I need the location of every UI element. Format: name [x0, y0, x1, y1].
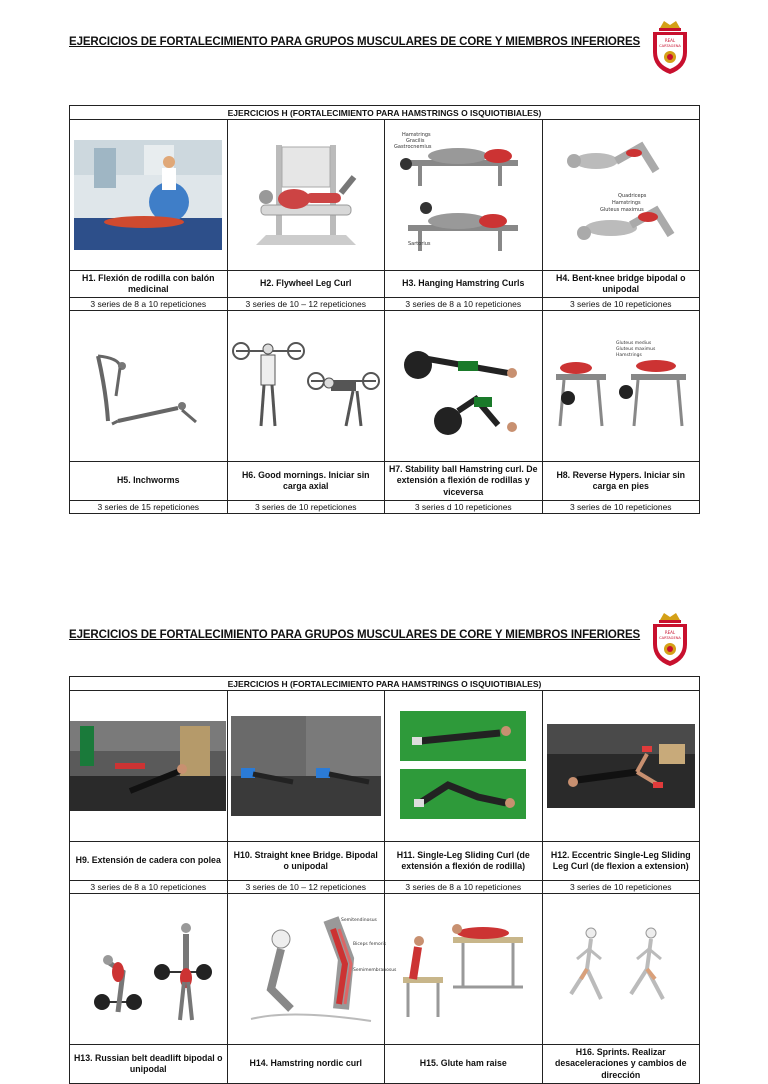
- exercise-table-2: [69, 676, 700, 1084]
- annotation: Quadriceps: [617, 192, 647, 199]
- exercise-image-h5: [70, 311, 228, 462]
- exercise-name: H2. Flywheel Leg Curl: [227, 271, 385, 298]
- exercise-reps: 3 series de 10 – 12 repeticiones: [227, 298, 385, 311]
- table-header: EJERCICIOS H (FORTALECIMIENTO PARA HAMSTRINGS O ISQUIOTIBIALES): [70, 106, 700, 120]
- exercise-image-h3: [385, 120, 543, 271]
- exercise-image-h11: [385, 691, 543, 842]
- annotation: Sartorius: [408, 241, 431, 247]
- document-title: EJERCICIOS DE FORTALECIMIENTO PARA GRUPOS MUSCULARES DE CORE Y MIEMBROS INFERIORES: [69, 629, 641, 641]
- exercise-name: H14. Hamstring nordic curl: [227, 1045, 385, 1084]
- exercise-image-h1: [70, 120, 228, 271]
- exercise-name: H8. Reverse Hypers. Iniciar sin carga en pies: [542, 462, 700, 501]
- exercise-image-h13: [70, 894, 228, 1045]
- exercise-reps: 3 series de 10 repeticiones: [542, 501, 700, 514]
- exercise-name: H6. Good mornings. Iniciar sin carga axial: [227, 462, 385, 501]
- exercise-image-h4: [542, 120, 700, 271]
- exercise-reps: 3 series de 10 repeticiones: [542, 881, 700, 894]
- club-crest-icon: [648, 18, 692, 76]
- exercise-image-h9: [70, 691, 228, 842]
- exercise-reps: 3 series de 8 a 10 repeticiones: [385, 881, 543, 894]
- annotation: Hamstrings: [402, 132, 431, 138]
- table-header: EJERCICIOS H (FORTALECIMIENTO PARA HAMSTRINGS O ISQUIOTIBIALES): [70, 677, 700, 691]
- annotation: Gluteus maximus: [615, 347, 656, 352]
- exercise-reps: 3 series de 8 a 10 repeticiones: [70, 881, 228, 894]
- svg-text:CARTAGENA: CARTAGENA: [659, 636, 681, 640]
- annotation: Gluteus maximus: [599, 206, 644, 213]
- exercise-name: H3. Hanging Hamstring Curls: [385, 271, 543, 298]
- exercise-image-h16: [542, 894, 700, 1045]
- exercise-reps: 3 series d 10 repeticiones: [385, 501, 543, 514]
- exercise-image-h8: [542, 311, 700, 462]
- exercise-table-1: [69, 105, 700, 514]
- document-title: EJERCICIOS DE FORTALECIMIENTO PARA GRUPOS MUSCULARES DE CORE Y MIEMBROS INFERIORES: [69, 36, 641, 48]
- svg-text:REAL: REAL: [664, 630, 676, 635]
- annotation: Semimembranosus: [352, 968, 397, 973]
- svg-text:REAL: REAL: [664, 38, 676, 43]
- annotation: Gracilis: [406, 138, 425, 144]
- annotation: Gluteus medius: [615, 341, 651, 346]
- exercise-reps: 3 series de 10 repeticiones: [542, 298, 700, 311]
- exercise-reps: 3 series de 8 a 10 repeticiones: [70, 298, 228, 311]
- exercise-reps: 3 series de 10 repeticiones: [227, 501, 385, 514]
- annotation: Biceps femoris: [352, 942, 386, 947]
- exercise-image-h15: [385, 894, 543, 1045]
- club-crest-icon: [648, 610, 692, 668]
- exercise-name: H15. Glute ham raise: [385, 1045, 543, 1084]
- exercise-name: H4. Bent-knee bridge bipodal o unipodal: [542, 271, 700, 298]
- exercise-name: H9. Extensión de cadera con polea: [70, 842, 228, 881]
- exercise-image-h10: [227, 691, 385, 842]
- exercise-name: H13. Russian belt deadlift bipodal o unipodal: [70, 1045, 228, 1084]
- exercise-name: H12. Eccentric Single-Leg Sliding Leg Curl (de flexion a extension): [542, 842, 700, 881]
- annotation: Hamstrings: [615, 353, 642, 358]
- exercise-reps: 3 series de 10 – 12 repeticiones: [227, 881, 385, 894]
- exercise-image-h7: [385, 311, 543, 462]
- annotation: Hamstrings: [611, 199, 641, 206]
- exercise-name: H10. Straight knee Bridge. Bipodal o unipodal: [227, 842, 385, 881]
- svg-text:CARTAGENA: CARTAGENA: [659, 44, 681, 48]
- exercise-name: H11. Single-Leg Sliding Curl (de extensión a flexión de rodilla): [385, 842, 543, 881]
- exercise-image-h6: [227, 311, 385, 462]
- exercise-reps: 3 series de 8 a 10 repeticiones: [385, 298, 543, 311]
- exercise-image-h14: [227, 894, 397, 1045]
- exercise-name: H7. Stability ball Hamstring curl. De extensión a flexión de rodillas y viceversa: [385, 462, 543, 501]
- exercise-reps: 3 series de 15 repeticiones: [70, 501, 228, 514]
- annotation: Gastrocnemius: [394, 144, 432, 150]
- exercise-image-h12: [542, 691, 700, 842]
- exercise-name: H1. Flexión de rodilla con balón medicinal: [70, 271, 228, 298]
- exercise-name: H16. Sprints. Realizar desaceleraciones y cambios de dirección: [542, 1045, 700, 1084]
- exercise-image-h2: [227, 120, 385, 271]
- annotation: Semitendinosus: [340, 918, 377, 923]
- exercise-name: H5. Inchworms: [70, 462, 228, 501]
